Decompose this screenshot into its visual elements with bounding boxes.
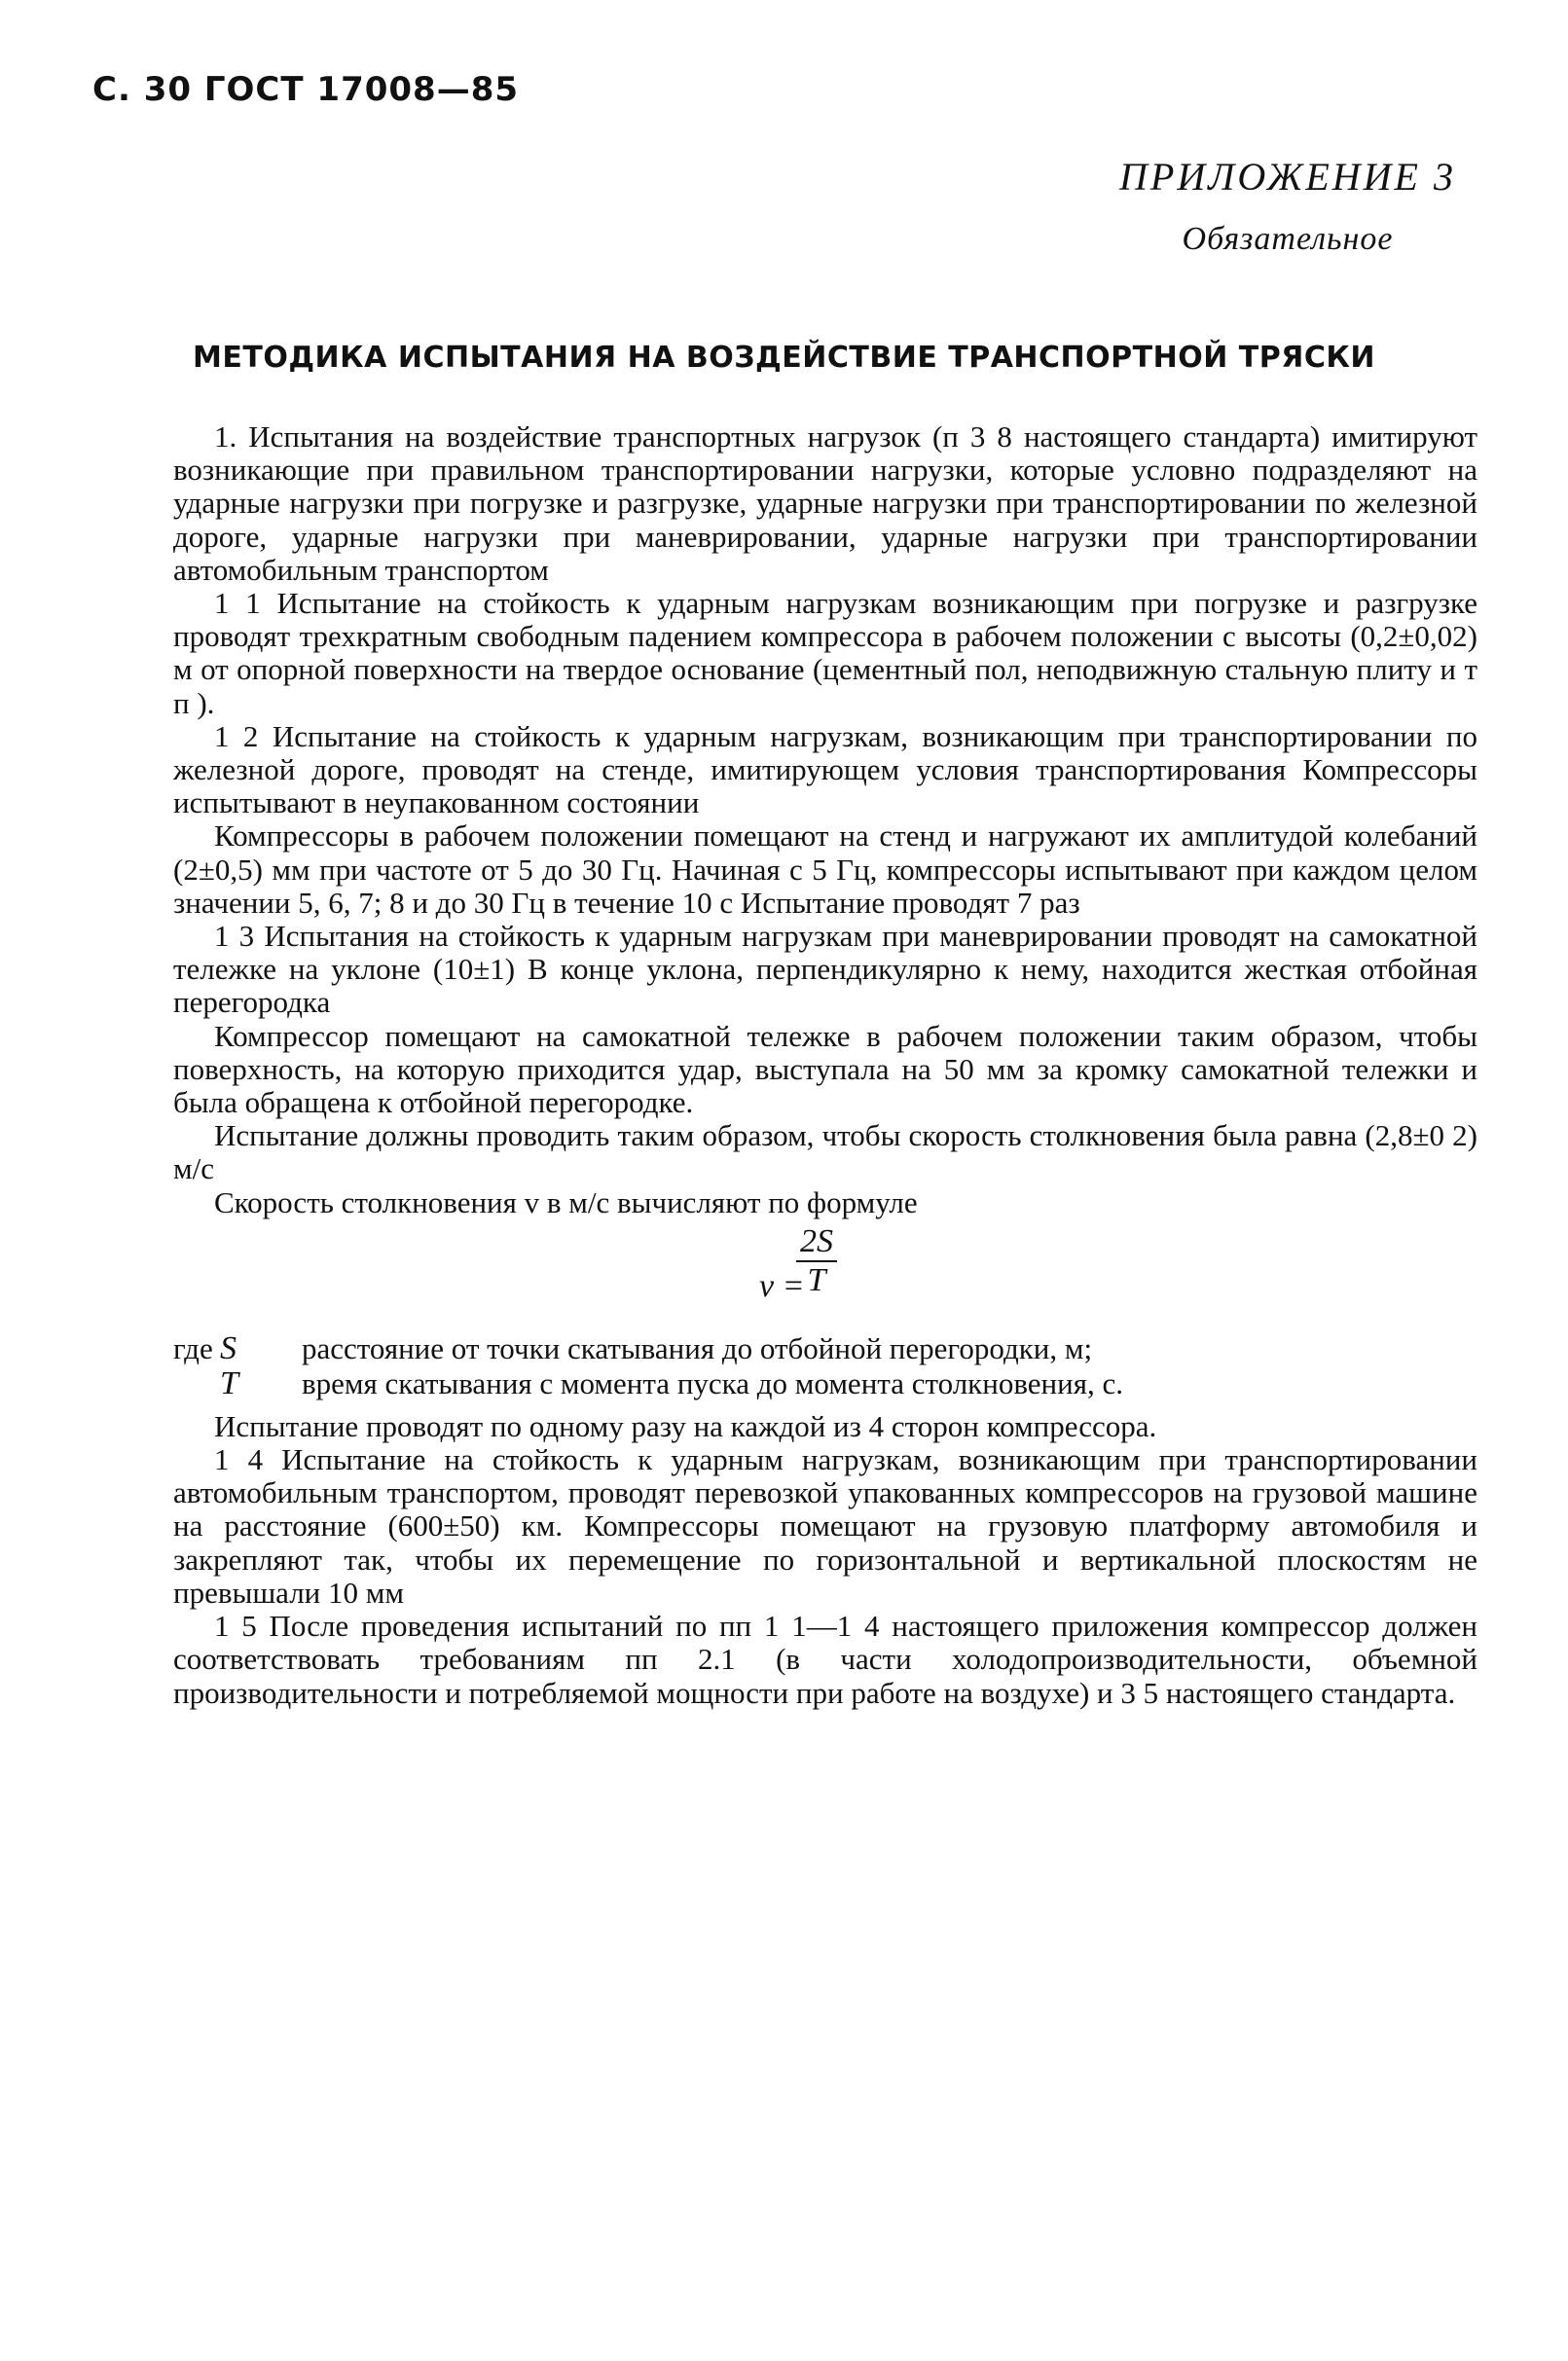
formula-lhs: v = (759, 1267, 805, 1304)
where-desc-t: время скатывания с момента пуска до момента столкновения, с. (302, 1365, 1123, 1400)
formula (173, 1219, 1477, 1332)
where-symbol-t: T (220, 1364, 238, 1401)
paragraph-1-3-speed: Испытание должны проводить таким образом, чтобы скорость столкновения была равна (2,8±0 2) м/с (173, 1118, 1477, 1186)
paragraph-1-5: 1 5 После проведения испытаний по пп 1 1—1 4 настоящего приложения компрессор должен соответствовать требованиям пп 2.1 (в части холодопроизводительности, объемной производительности и потребляемой мощности при работе на воздухе) и 3 5 настоящего стандарта. (173, 1609, 1477, 1710)
paragraph-1-2-cont: Компрессоры в рабочем положении помещают на стенд и нагружают их амплитудой колебаний (2±0,5) мм при частоте от 5 до 30 Гц. Начиная с 5 Гц, компрессоры испытывают при каждом целом значении 5, 6, 7; 8 и до 30 Гц в течение 10 с Испытание проводят 7 раз (173, 818, 1477, 920)
paragraph-1-3: 1 3 Испытания на стойкость к ударным нагрузкам при маневрировании проводят на самокатной тележке на уклоне (10±1) В конце уклона, перпендикулярно к нему, находится жесткая отбойная перегородка (173, 919, 1477, 1020)
where-label: где (173, 1330, 213, 1365)
where-desc-s: расстояние от точки скатывания до отбойной перегородки, м; (302, 1330, 1093, 1365)
paragraph-1-1: 1 1 Испытание на стойкость к ударным нагрузкам возникающим при погрузке и разгрузке проводят трехкратным свободным падением компрессора в рабочем положении с высоты (0,2±0,02) м от опорной поверхности на твердое основание (цементный пол, неподвижную стальную плиту и т п ). (173, 586, 1477, 720)
appendix-subtitle: Обязательное (1182, 221, 1394, 257)
document-title: МЕТОДИКА ИСПЫТАНИЯ НА ВОЗДЕЙСТВИЕ ТРАНСПОРТНОЙ ТРЯСКИ (193, 341, 1375, 375)
appendix-block (1119, 154, 1456, 258)
paragraph-1-2: 1 2 Испытание на стойкость к ударным нагрузкам, возникающим при транспортировании по железной дороге, проводят на стенде, имитирующем условия транспортирования Компрессоры испытывают в неупакованном состоянии (173, 718, 1477, 820)
page-header: С. 30 ГОСТ 17008—85 (92, 70, 520, 109)
formula-denominator: T (807, 1262, 826, 1299)
document-body (173, 420, 1477, 1710)
paragraph-1: 1. Испытания на воздействие транспортных нагрузок (п 3 8 настоящего стандарта) имитируют возникающие при правильном транспортировании нагрузки, которые условно подразделяют на ударные нагрузки при погрузке и разгрузке, ударные нагрузки при транспортировании по железной дороге, ударные нагрузки при маневрировании, ударные нагрузки при транспортировании автомобильным транспортом (173, 419, 1477, 587)
paragraph-formula-intro: Скорость столкновения v в м/с вычисляют по формуле (214, 1184, 918, 1219)
paragraph-1-3-cont: Компрессор помещают на самокатной тележке в рабочем положении таким образом, чтобы поверхность, на которую приходится удар, выступала на 50 мм за кромку самокатной тележки и была обращена к отбойной перегородке. (173, 1018, 1477, 1120)
where-block (173, 1329, 1477, 1410)
formula-fraction (796, 1222, 837, 1299)
paragraph-sides: Испытание проводят по одному разу на каждой из 4 сторон компрессора. (214, 1408, 1157, 1443)
formula-numerator: 2S (800, 1222, 833, 1259)
where-symbol-s: S (220, 1329, 237, 1366)
appendix-title: ПРИЛОЖЕНИЕ 3 (1119, 155, 1456, 199)
paragraph-1-4: 1 4 Испытание на стойкость к ударным нагрузкам, возникающим при транспортировании автомобильным транспортом, проводят перевозкой упакованных компрессоров на грузовой машине на расстояние (600±50) км. Компрессоры помещают на грузовую платформу автомобиля и закрепляют так, чтобы их перемещение по горизонтальной и вертикальной плоскостям не превышали 10 мм (173, 1442, 1477, 1610)
